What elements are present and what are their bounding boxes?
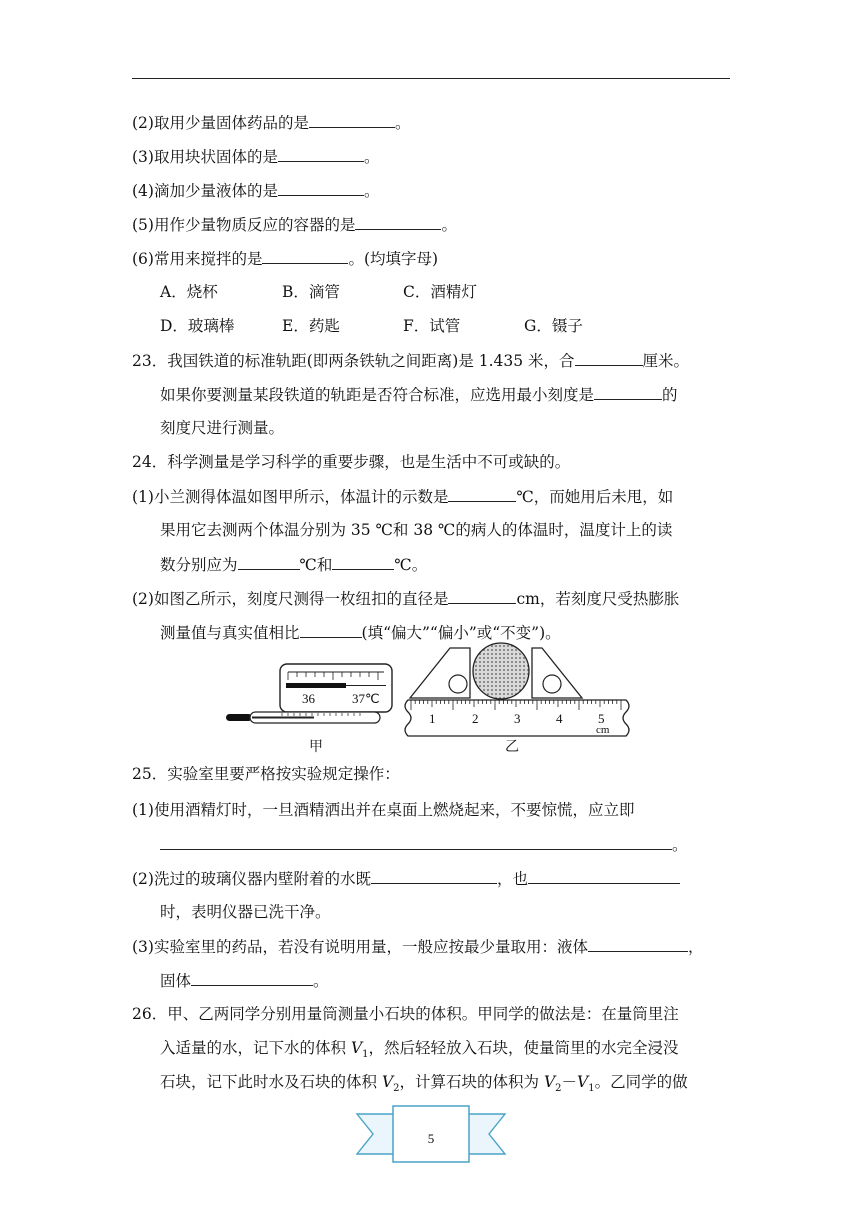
option-f: F．试管: [403, 317, 461, 335]
figure-thermometer-ruler: [222, 640, 642, 764]
thermometer: [226, 712, 380, 723]
ruler-tick-3: 3: [514, 711, 521, 726]
q24-part1-line-3: 数分别应为 ℃和 ℃。: [160, 556, 428, 574]
q22-line-4: (4)滴加少量液体的是 。: [132, 182, 380, 200]
q22-line-6: (6)常用来搅拌的是 。(均填字母): [132, 250, 439, 268]
ruler-tick-1: 1: [429, 711, 436, 726]
option-d: D．玻璃棒: [160, 317, 235, 335]
option-g: G．镊子: [524, 317, 583, 335]
q25-part2-line-1: (2)洗过的玻璃仪器内壁附着的水既 ，也: [132, 868, 680, 889]
label-jia: 甲: [309, 740, 323, 755]
q25-part1-line-1: (1)使用酒精灯时，一旦酒精洒出并在桌面上燃烧起来，不要惊慌，应立即: [132, 801, 635, 819]
ruler-unit: cm: [596, 724, 610, 736]
q22-line-2: (2)取用少量固体药品的是 。: [132, 114, 411, 132]
q22-line-3: (3)取用块状固体的是 。: [132, 148, 380, 166]
button-disc: [473, 643, 529, 699]
q26-line-3: 石块，记下此时水及石块的体积 $V_2$，计算石块的体积为 $V_2-V_1$。乙同学的做: [160, 1073, 688, 1095]
page-number: 5: [427, 1131, 435, 1146]
q26-line-1: 26．甲、乙两同学分别用量筒测量小石块的体积。甲同学的做法是：在量筒里注: [132, 1005, 679, 1023]
q24-part1-line-2: 果用它去测两个体温分别为 35 ℃和 38 ℃的病人的体温时，温度计上的读: [160, 521, 673, 539]
thermo-label-36: 36: [302, 691, 315, 706]
q25-part3-line-1: (3)实验室里的药品，若没有说明用量，一般应按最少量取用：液体 ，: [132, 938, 704, 956]
q26-line-2: 入适量的水，记下水的体积 $V_1$，然后轻轻放入石块，使量筒里的水完全浸没: [160, 1039, 679, 1061]
q24-part1-line-1: (1)小兰测得体温如图甲所示，体温计的示数是 ℃，而她用后未甩，如: [132, 488, 674, 506]
q24-part2-line-2: 测量值与真实值相比 (填“偏大”“偏小”或“不变”)。: [160, 624, 561, 642]
option-a: A．烧杯: [160, 283, 218, 301]
q24-part2-line-1: (2)如图乙所示，刻度尺测得一枚纽扣的直径是 cm，若刻度尺受热膨胀: [132, 590, 680, 608]
q23-line-3: 刻度尺进行测量。: [160, 419, 285, 437]
label-yi: 乙: [505, 740, 519, 755]
option-c: C．酒精灯: [403, 283, 477, 301]
ruler-setup: [405, 643, 629, 736]
ruler-tick-5: 5: [598, 711, 605, 726]
q25-part3-line-2: 固体 。: [160, 972, 329, 990]
ruler-tick-4: 4: [556, 711, 563, 726]
option-b: B．滴管: [282, 283, 340, 301]
ruler-tick-2: 2: [472, 711, 479, 726]
q23-line-2: 如果你要测量某段铁道的轨距是否符合标准，应选用最小刻度是 的: [160, 386, 678, 404]
q25-part2-line-2: 时，表明仪器已洗干净。: [160, 903, 331, 921]
header-rule: [132, 78, 730, 79]
q24-line-1: 24．科学测量是学习科学的重要步骤，也是生活中不可或缺的。: [132, 453, 571, 471]
q25-part1-line-2: 。: [160, 834, 688, 855]
thermometer-zoom-box: [280, 664, 392, 712]
q25-line-1: 25．实验室里要严格按实验规定操作：: [132, 765, 400, 783]
q22-line-5: (5)用作少量物质反应的容器的是 。: [132, 216, 457, 234]
thermo-label-37: 37℃: [352, 691, 380, 706]
option-e: E．药匙: [282, 317, 340, 335]
q23-line-1: 23．我国铁道的标准轨距(即两条铁轨之间距离)是 1.435 米，合 厘米。: [132, 352, 690, 370]
